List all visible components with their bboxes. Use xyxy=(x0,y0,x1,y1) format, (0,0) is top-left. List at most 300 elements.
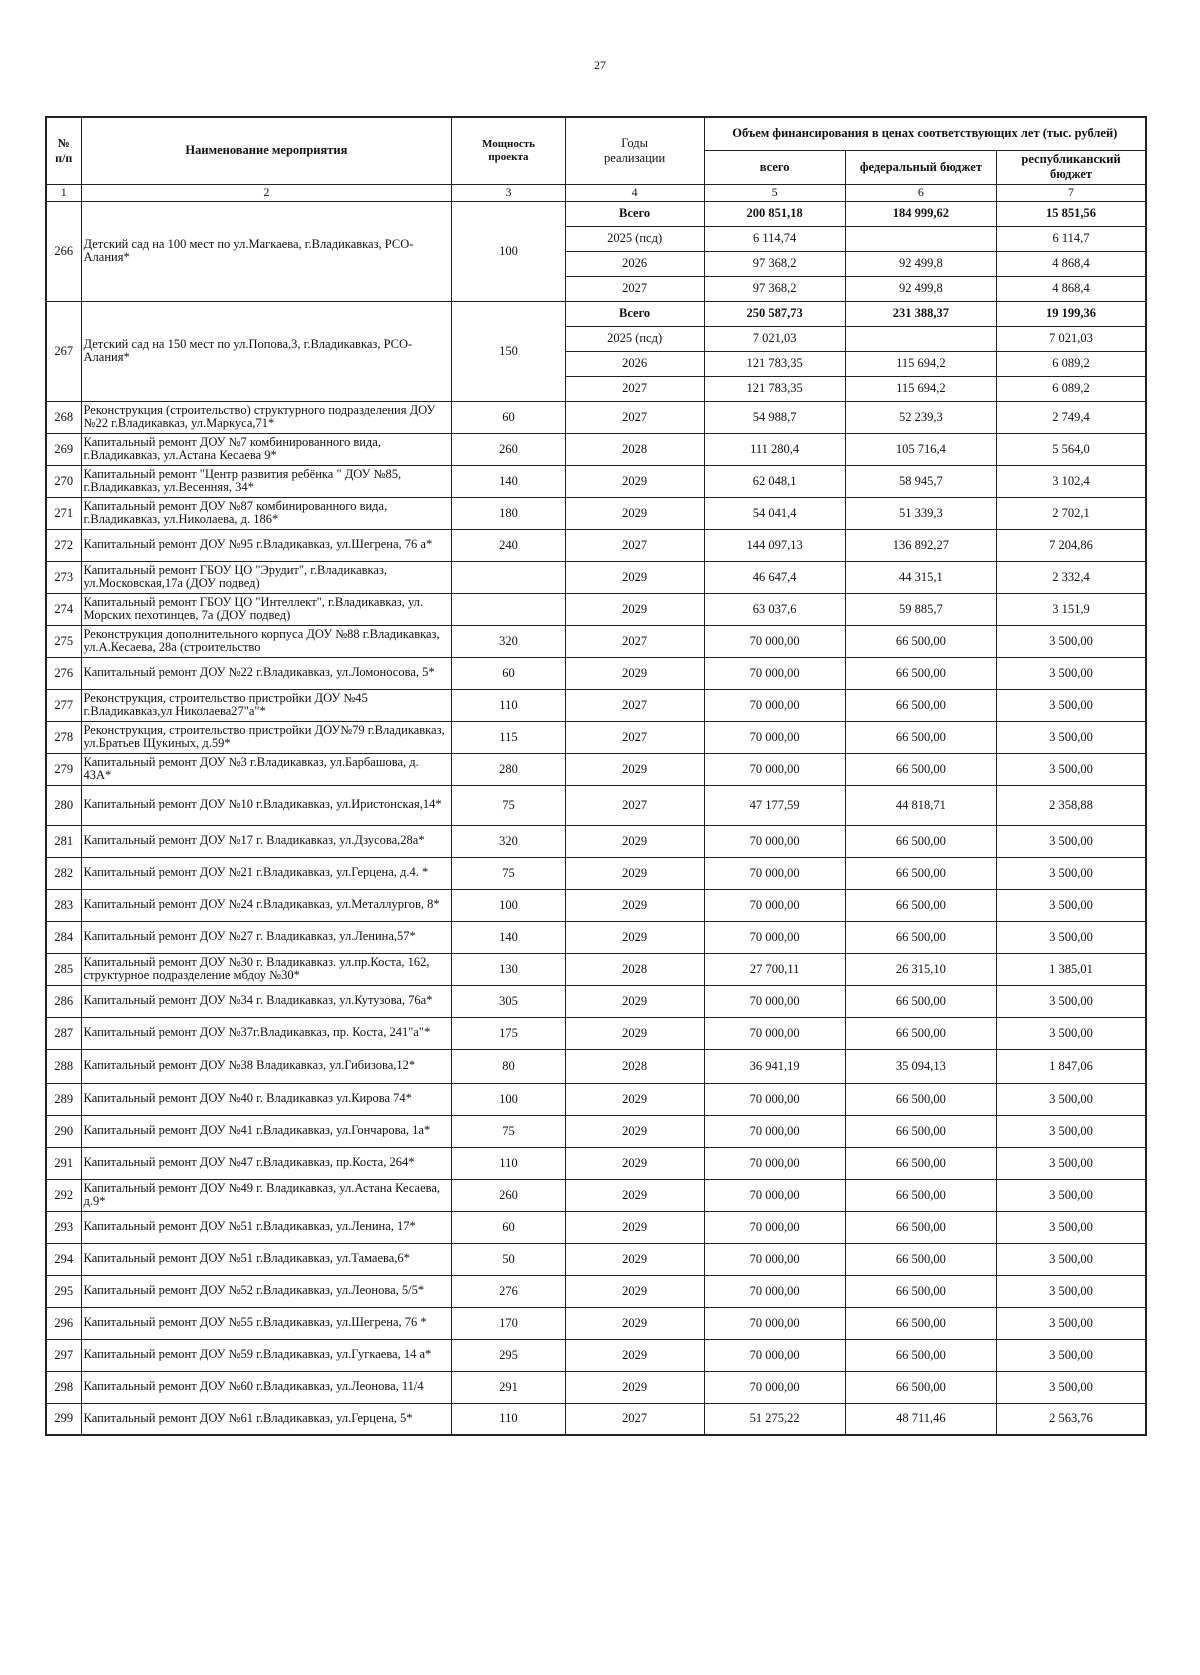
row-number: 270 xyxy=(46,465,81,497)
row-name: Капитальный ремонт ДОУ №34 г. Владикавказ, ул.Кутузова, 76а* xyxy=(81,985,452,1017)
row-year: 2027 xyxy=(565,376,704,401)
row-total: 51 275,22 xyxy=(704,1403,845,1435)
row-capacity: 280 xyxy=(452,753,565,785)
row-republic: 2 358,88 xyxy=(997,785,1146,825)
row-total: 6 114,74 xyxy=(704,226,845,251)
table-row xyxy=(46,857,1146,889)
row-federal: 66 500,00 xyxy=(845,1147,996,1179)
row-total: 7 021,03 xyxy=(704,326,845,351)
row-name: Реконструкция дополнительного корпуса ДОУ №88 г.Владикавказ, ул.А.Кесаева, 28а (строительство xyxy=(81,625,452,657)
row-year: 2025 (псд) xyxy=(565,326,704,351)
header-federal: федеральный бюджет xyxy=(845,150,996,184)
row-capacity: 175 xyxy=(452,1017,565,1049)
table-row xyxy=(46,657,1146,689)
row-number: 276 xyxy=(46,657,81,689)
row-name: Капитальный ремонт ДОУ №59 г.Владикавказ, ул.Гугкаева, 14 а* xyxy=(81,1339,452,1371)
row-federal: 66 500,00 xyxy=(845,1179,996,1211)
row-number: 268 xyxy=(46,401,81,433)
row-total: 70 000,00 xyxy=(704,1307,845,1339)
row-year: 2029 xyxy=(565,1211,704,1243)
row-name: Капитальный ремонт ДОУ №87 комбинированного вида, г.Владикавказ, ул.Николаева, д. 186* xyxy=(81,497,452,529)
row-total: 121 783,35 xyxy=(704,351,845,376)
row-number: 286 xyxy=(46,985,81,1017)
row-federal: 66 500,00 xyxy=(845,689,996,721)
row-number: 288 xyxy=(46,1049,81,1083)
table-row xyxy=(46,301,1146,326)
row-number: 290 xyxy=(46,1115,81,1147)
row-republic: 3 500,00 xyxy=(997,1339,1146,1371)
row-number: 275 xyxy=(46,625,81,657)
row-total: 200 851,18 xyxy=(704,201,845,226)
row-number: 269 xyxy=(46,433,81,465)
row-name: Капитальный ремонт ДОУ №49 г. Владикавказ, ул.Астана Кесаева, д.9* xyxy=(81,1179,452,1211)
row-name: Капитальный ремонт "Центр развития ребёнка " ДОУ №85, г.Владикавказ, ул.Весенняя, 34* xyxy=(81,465,452,497)
row-year: 2028 xyxy=(565,1049,704,1083)
row-republic: 3 500,00 xyxy=(997,921,1146,953)
column-number-row xyxy=(46,184,1146,201)
row-capacity: 320 xyxy=(452,825,565,857)
row-year: 2027 xyxy=(565,689,704,721)
row-federal: 66 500,00 xyxy=(845,889,996,921)
row-republic: 19 199,36 xyxy=(997,301,1146,326)
row-name: Капитальный ремонт ДОУ №10 г.Владикавказ, ул.Иристонская,14* xyxy=(81,785,452,825)
row-year: 2029 xyxy=(565,889,704,921)
row-republic: 3 500,00 xyxy=(997,1017,1146,1049)
row-number: 274 xyxy=(46,593,81,625)
table-row xyxy=(46,1083,1146,1115)
row-name: Капитальный ремонт ДОУ №61 г.Владикавказ, ул.Герцена, 5* xyxy=(81,1403,452,1435)
row-federal: 66 500,00 xyxy=(845,1339,996,1371)
row-total: 36 941,19 xyxy=(704,1049,845,1083)
table-row xyxy=(46,529,1146,561)
row-number: 285 xyxy=(46,953,81,985)
table-row xyxy=(46,753,1146,785)
row-total: 62 048,1 xyxy=(704,465,845,497)
row-federal: 66 500,00 xyxy=(845,1115,996,1147)
row-republic: 6 089,2 xyxy=(997,376,1146,401)
row-total: 70 000,00 xyxy=(704,1115,845,1147)
table-row xyxy=(46,1147,1146,1179)
row-capacity: 260 xyxy=(452,433,565,465)
row-name: Капитальный ремонт ДОУ №27 г. Владикавказ, ул.Ленина,57* xyxy=(81,921,452,953)
row-name: Капитальный ремонт ДОУ №22 г.Владикавказ, ул.Ломоносова, 5* xyxy=(81,657,452,689)
row-total: 70 000,00 xyxy=(704,657,845,689)
row-name: Реконструкция (строительство) структурного подразделения ДОУ №22 г.Владикавказ, ул.Маркуса,71* xyxy=(81,401,452,433)
table-row xyxy=(46,625,1146,657)
row-capacity: 100 xyxy=(452,1083,565,1115)
row-total: 111 280,4 xyxy=(704,433,845,465)
row-number: 273 xyxy=(46,561,81,593)
row-republic: 4 868,4 xyxy=(997,251,1146,276)
header-capacity: Мощность проекта xyxy=(452,117,565,184)
row-federal: 66 500,00 xyxy=(845,625,996,657)
row-total: 70 000,00 xyxy=(704,721,845,753)
row-republic: 3 500,00 xyxy=(997,753,1146,785)
column-number: 4 xyxy=(565,184,704,201)
row-federal: 35 094,13 xyxy=(845,1049,996,1083)
row-number: 279 xyxy=(46,753,81,785)
row-federal: 184 999,62 xyxy=(845,201,996,226)
table-row xyxy=(46,889,1146,921)
row-republic: 3 500,00 xyxy=(997,1211,1146,1243)
row-name: Капитальный ремонт ДОУ №37г.Владикавказ, пр. Коста, 241"а"* xyxy=(81,1017,452,1049)
row-number: 294 xyxy=(46,1243,81,1275)
row-federal: 66 500,00 xyxy=(845,1083,996,1115)
row-name: Капитальный ремонт ДОУ №51 г.Владикавказ, ул.Тамаева,6* xyxy=(81,1243,452,1275)
row-name: Капитальный ремонт ДОУ №21 г.Владикавказ, ул.Герцена, д.4. * xyxy=(81,857,452,889)
row-capacity: 295 xyxy=(452,1339,565,1371)
row-year: 2027 xyxy=(565,529,704,561)
row-year: 2029 xyxy=(565,1243,704,1275)
row-republic: 1 847,06 xyxy=(997,1049,1146,1083)
row-total: 70 000,00 xyxy=(704,689,845,721)
row-republic: 3 500,00 xyxy=(997,1275,1146,1307)
row-federal: 51 339,3 xyxy=(845,497,996,529)
row-total: 70 000,00 xyxy=(704,753,845,785)
column-number: 7 xyxy=(997,184,1146,201)
row-name: Капитальный ремонт ДОУ №41 г.Владикавказ, ул.Гончарова, 1а* xyxy=(81,1115,452,1147)
row-number: 293 xyxy=(46,1211,81,1243)
row-name: Детский сад на 100 мест по ул.Магкаева, г.Владикавказ, РСО-Алания* xyxy=(81,201,452,301)
table-row xyxy=(46,953,1146,985)
row-name: Капитальный ремонт ДОУ №95 г.Владикавказ, ул.Шегрена, 76 а* xyxy=(81,529,452,561)
row-number: 291 xyxy=(46,1147,81,1179)
row-total: 46 647,4 xyxy=(704,561,845,593)
row-republic: 3 500,00 xyxy=(997,1147,1146,1179)
row-number: 283 xyxy=(46,889,81,921)
row-federal: 231 388,37 xyxy=(845,301,996,326)
row-year: 2029 xyxy=(565,825,704,857)
row-capacity: 276 xyxy=(452,1275,565,1307)
row-republic: 2 332,4 xyxy=(997,561,1146,593)
row-year: 2029 xyxy=(565,1371,704,1403)
row-federal: 58 945,7 xyxy=(845,465,996,497)
row-name: Капитальный ремонт ДОУ №52 г.Владикавказ, ул.Леонова, 5/5* xyxy=(81,1275,452,1307)
row-capacity: 115 xyxy=(452,721,565,753)
row-total: 70 000,00 xyxy=(704,1371,845,1403)
table-row xyxy=(46,401,1146,433)
table-row xyxy=(46,1017,1146,1049)
table-row xyxy=(46,561,1146,593)
header-years: Годы реализации xyxy=(565,117,704,184)
row-total: 54 988,7 xyxy=(704,401,845,433)
row-republic: 6 114,7 xyxy=(997,226,1146,251)
row-capacity: 60 xyxy=(452,1211,565,1243)
row-number: 284 xyxy=(46,921,81,953)
row-federal: 66 500,00 xyxy=(845,857,996,889)
row-total: 70 000,00 xyxy=(704,1339,845,1371)
row-year: 2029 xyxy=(565,1115,704,1147)
table-row xyxy=(46,465,1146,497)
row-republic: 3 500,00 xyxy=(997,721,1146,753)
row-total: 97 368,2 xyxy=(704,276,845,301)
row-year: 2029 xyxy=(565,497,704,529)
row-federal: 44 818,71 xyxy=(845,785,996,825)
row-year: 2027 xyxy=(565,1403,704,1435)
column-number: 1 xyxy=(46,184,81,201)
row-republic: 2 563,76 xyxy=(997,1403,1146,1435)
row-republic: 5 564,0 xyxy=(997,433,1146,465)
row-year: 2029 xyxy=(565,1339,704,1371)
row-republic: 7 204,86 xyxy=(997,529,1146,561)
row-total: 27 700,11 xyxy=(704,953,845,985)
table-row xyxy=(46,593,1146,625)
row-federal: 66 500,00 xyxy=(845,1243,996,1275)
row-year: 2029 xyxy=(565,561,704,593)
row-number: 266 xyxy=(46,201,81,301)
row-federal: 105 716,4 xyxy=(845,433,996,465)
row-total: 70 000,00 xyxy=(704,1083,845,1115)
table-row xyxy=(46,721,1146,753)
row-federal: 66 500,00 xyxy=(845,1211,996,1243)
row-capacity xyxy=(452,593,565,625)
row-republic: 3 151,9 xyxy=(997,593,1146,625)
row-federal: 66 500,00 xyxy=(845,921,996,953)
row-number: 267 xyxy=(46,301,81,401)
row-capacity: 305 xyxy=(452,985,565,1017)
table-row xyxy=(46,1211,1146,1243)
row-capacity: 100 xyxy=(452,889,565,921)
row-federal: 66 500,00 xyxy=(845,657,996,689)
row-federal: 66 500,00 xyxy=(845,753,996,785)
row-total: 250 587,73 xyxy=(704,301,845,326)
row-number: 272 xyxy=(46,529,81,561)
row-name: Капитальный ремонт ГБОУ ЦО "Интеллект", г.Владикавказ, ул. Морских пехотинцев, 7а (ДОУ подвед) xyxy=(81,593,452,625)
header-total: всего xyxy=(704,150,845,184)
row-federal: 115 694,2 xyxy=(845,351,996,376)
row-capacity: 150 xyxy=(452,301,565,401)
row-capacity: 320 xyxy=(452,625,565,657)
row-name: Капитальный ремонт ДОУ №47 г.Владикавказ, пр.Коста, 264* xyxy=(81,1147,452,1179)
row-number: 280 xyxy=(46,785,81,825)
column-number: 3 xyxy=(452,184,565,201)
row-federal: 59 885,7 xyxy=(845,593,996,625)
row-name: Капитальный ремонт ДОУ №17 г. Владикавказ, ул.Дзусова,28а* xyxy=(81,825,452,857)
row-federal: 92 499,8 xyxy=(845,276,996,301)
row-number: 295 xyxy=(46,1275,81,1307)
row-name: Капитальный ремонт ДОУ №30 г. Владикавказ. ул.пр.Коста, 162, структурное подразделение мбдоу №30* xyxy=(81,953,452,985)
row-year: 2027 xyxy=(565,276,704,301)
table-row xyxy=(46,921,1146,953)
row-name: Капитальный ремонт ДОУ №7 комбинированного вида, г.Владикавказ, ул.Астана Кесаева 9* xyxy=(81,433,452,465)
row-federal: 26 315,10 xyxy=(845,953,996,985)
row-capacity: 170 xyxy=(452,1307,565,1339)
row-number: 282 xyxy=(46,857,81,889)
row-republic: 6 089,2 xyxy=(997,351,1146,376)
row-number: 299 xyxy=(46,1403,81,1435)
table-row xyxy=(46,1275,1146,1307)
row-year: 2028 xyxy=(565,953,704,985)
row-republic: 1 385,01 xyxy=(997,953,1146,985)
header-num: № п/п xyxy=(46,117,81,184)
row-total: 70 000,00 xyxy=(704,889,845,921)
row-republic: 4 868,4 xyxy=(997,276,1146,301)
column-number: 6 xyxy=(845,184,996,201)
table-body xyxy=(46,201,1146,1435)
row-year: 2029 xyxy=(565,593,704,625)
row-republic: 3 500,00 xyxy=(997,985,1146,1017)
row-capacity: 260 xyxy=(452,1179,565,1211)
row-capacity: 80 xyxy=(452,1049,565,1083)
row-federal: 136 892,27 xyxy=(845,529,996,561)
row-year: 2029 xyxy=(565,657,704,689)
row-name: Реконструкция, строительство пристройки ДОУ№79 г.Владикавказ, ул.Братьев Щукиных, д.59* xyxy=(81,721,452,753)
row-capacity: 140 xyxy=(452,465,565,497)
row-total: 70 000,00 xyxy=(704,625,845,657)
row-year: 2029 xyxy=(565,985,704,1017)
row-republic: 2 702,1 xyxy=(997,497,1146,529)
row-year: Всего xyxy=(565,301,704,326)
row-federal xyxy=(845,226,996,251)
row-republic: 3 500,00 xyxy=(997,1307,1146,1339)
row-capacity: 180 xyxy=(452,497,565,529)
table-row xyxy=(46,985,1146,1017)
table-row xyxy=(46,1243,1146,1275)
row-year: 2029 xyxy=(565,753,704,785)
table-row xyxy=(46,1115,1146,1147)
row-capacity: 130 xyxy=(452,953,565,985)
row-year: 2029 xyxy=(565,1017,704,1049)
row-total: 70 000,00 xyxy=(704,857,845,889)
row-total: 70 000,00 xyxy=(704,1275,845,1307)
row-capacity xyxy=(452,561,565,593)
row-total: 70 000,00 xyxy=(704,1179,845,1211)
row-republic: 3 500,00 xyxy=(997,889,1146,921)
row-total: 70 000,00 xyxy=(704,825,845,857)
row-federal: 66 500,00 xyxy=(845,825,996,857)
row-total: 63 037,6 xyxy=(704,593,845,625)
row-republic: 3 500,00 xyxy=(997,1115,1146,1147)
row-capacity: 75 xyxy=(452,1115,565,1147)
row-number: 297 xyxy=(46,1339,81,1371)
row-number: 296 xyxy=(46,1307,81,1339)
row-year: 2029 xyxy=(565,1147,704,1179)
row-total: 70 000,00 xyxy=(704,1017,845,1049)
row-federal: 66 500,00 xyxy=(845,985,996,1017)
row-capacity: 110 xyxy=(452,1147,565,1179)
row-year: 2027 xyxy=(565,785,704,825)
row-capacity: 240 xyxy=(452,529,565,561)
financing-table xyxy=(45,116,1147,1436)
table-row xyxy=(46,201,1146,226)
row-federal: 66 500,00 xyxy=(845,1275,996,1307)
row-total: 144 097,13 xyxy=(704,529,845,561)
row-republic: 3 500,00 xyxy=(997,657,1146,689)
row-number: 298 xyxy=(46,1371,81,1403)
row-year: 2025 (псд) xyxy=(565,226,704,251)
row-number: 281 xyxy=(46,825,81,857)
row-year: Всего xyxy=(565,201,704,226)
row-total: 47 177,59 xyxy=(704,785,845,825)
row-capacity: 110 xyxy=(452,689,565,721)
row-name: Капитальный ремонт ДОУ №24 г.Владикавказ, ул.Металлургов, 8* xyxy=(81,889,452,921)
header-name: Наименование мероприятия xyxy=(81,117,452,184)
row-republic: 3 500,00 xyxy=(997,625,1146,657)
row-year: 2027 xyxy=(565,625,704,657)
table-row xyxy=(46,689,1146,721)
row-capacity: 110 xyxy=(452,1403,565,1435)
row-capacity: 60 xyxy=(452,657,565,689)
table-row xyxy=(46,497,1146,529)
row-year: 2029 xyxy=(565,857,704,889)
row-total: 121 783,35 xyxy=(704,376,845,401)
row-federal: 48 711,46 xyxy=(845,1403,996,1435)
row-year: 2029 xyxy=(565,1083,704,1115)
table-row xyxy=(46,1307,1146,1339)
row-year: 2029 xyxy=(565,465,704,497)
row-republic: 3 500,00 xyxy=(997,1179,1146,1211)
row-republic: 2 749,4 xyxy=(997,401,1146,433)
row-federal: 115 694,2 xyxy=(845,376,996,401)
row-republic: 15 851,56 xyxy=(997,201,1146,226)
row-federal: 66 500,00 xyxy=(845,1017,996,1049)
row-year: 2027 xyxy=(565,721,704,753)
table-row xyxy=(46,1049,1146,1083)
row-year: 2029 xyxy=(565,1307,704,1339)
row-capacity: 50 xyxy=(452,1243,565,1275)
header-republic: республиканский бюджет xyxy=(997,150,1146,184)
table-row xyxy=(46,1403,1146,1435)
row-republic: 3 102,4 xyxy=(997,465,1146,497)
row-federal: 66 500,00 xyxy=(845,721,996,753)
row-federal: 66 500,00 xyxy=(845,1307,996,1339)
row-name: Детский сад на 150 мест по ул.Попова,3, г.Владикавказ, РСО-Алания* xyxy=(81,301,452,401)
table-row xyxy=(46,1179,1146,1211)
row-capacity: 140 xyxy=(452,921,565,953)
row-republic: 3 500,00 xyxy=(997,1243,1146,1275)
row-year: 2029 xyxy=(565,1179,704,1211)
column-number: 2 xyxy=(81,184,452,201)
row-number: 277 xyxy=(46,689,81,721)
row-number: 289 xyxy=(46,1083,81,1115)
row-total: 70 000,00 xyxy=(704,985,845,1017)
table-row xyxy=(46,1371,1146,1403)
row-name: Капитальный ремонт ДОУ №55 г.Владикавказ, ул.Шегрена, 76 * xyxy=(81,1307,452,1339)
row-republic: 3 500,00 xyxy=(997,1083,1146,1115)
row-year: 2029 xyxy=(565,1275,704,1307)
row-total: 70 000,00 xyxy=(704,1211,845,1243)
row-republic: 3 500,00 xyxy=(997,825,1146,857)
row-republic: 3 500,00 xyxy=(997,857,1146,889)
row-total: 70 000,00 xyxy=(704,1243,845,1275)
row-number: 271 xyxy=(46,497,81,529)
column-number: 5 xyxy=(704,184,845,201)
row-federal: 66 500,00 xyxy=(845,1371,996,1403)
row-federal: 52 239,3 xyxy=(845,401,996,433)
row-total: 54 041,4 xyxy=(704,497,845,529)
row-federal xyxy=(845,326,996,351)
row-year: 2026 xyxy=(565,351,704,376)
table-row xyxy=(46,785,1146,825)
row-year: 2028 xyxy=(565,433,704,465)
row-republic: 3 500,00 xyxy=(997,1371,1146,1403)
row-name: Капитальный ремонт ДОУ №3 г.Владикавказ, ул.Барбашова, д. 43А* xyxy=(81,753,452,785)
row-year: 2029 xyxy=(565,921,704,953)
row-federal: 92 499,8 xyxy=(845,251,996,276)
row-total: 70 000,00 xyxy=(704,1147,845,1179)
row-capacity: 60 xyxy=(452,401,565,433)
row-number: 278 xyxy=(46,721,81,753)
row-federal: 44 315,1 xyxy=(845,561,996,593)
row-republic: 3 500,00 xyxy=(997,689,1146,721)
row-number: 292 xyxy=(46,1179,81,1211)
row-capacity: 100 xyxy=(452,201,565,301)
row-total: 70 000,00 xyxy=(704,921,845,953)
header-financing: Объем финансирования в ценах соответствующих лет (тыс. рублей) xyxy=(704,117,1146,150)
row-capacity: 75 xyxy=(452,857,565,889)
row-number: 287 xyxy=(46,1017,81,1049)
page-number: 27 xyxy=(594,58,606,72)
